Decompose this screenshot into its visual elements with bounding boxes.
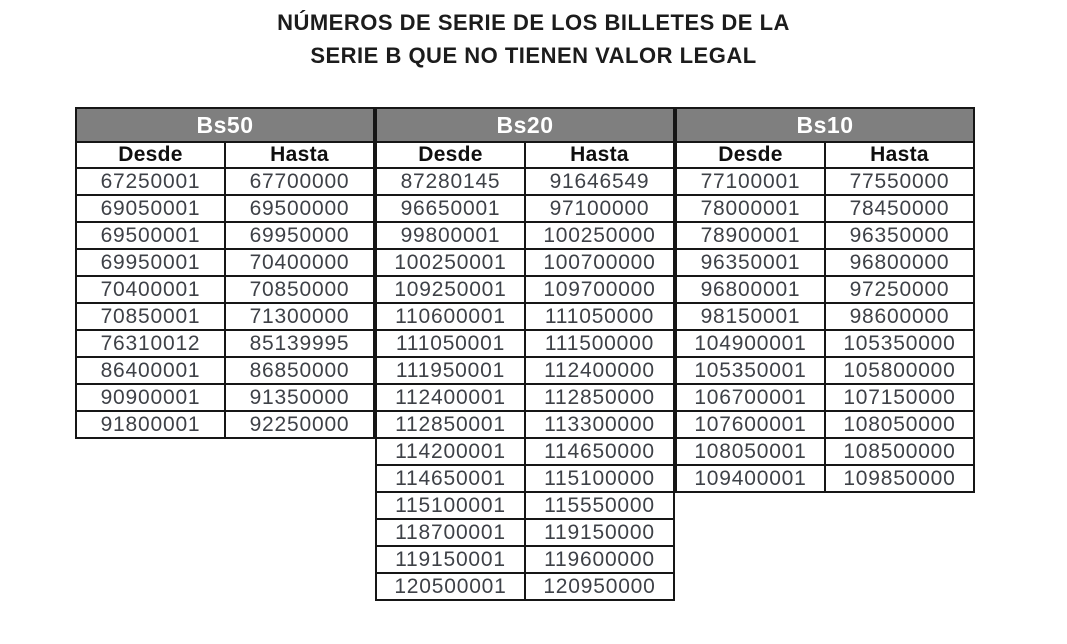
serial-from-cell: 70850001 [76, 303, 225, 330]
serial-to-cell: 71300000 [225, 303, 374, 330]
serial-from-cell: 69500001 [76, 222, 225, 249]
denomination-header: Bs20 [376, 108, 674, 142]
column-header-row [376, 142, 674, 168]
table-row [376, 411, 674, 438]
table-row [676, 249, 974, 276]
serial-to-cell: 78450000 [825, 195, 974, 222]
denomination-header-row [376, 108, 674, 142]
serial-from-cell: 111950001 [376, 357, 525, 384]
page-title-line1: NÚMEROS DE SERIE DE LOS BILLETES DE LA [277, 10, 790, 35]
serial-to-cell: 91350000 [225, 384, 374, 411]
serial-from-cell: 109250001 [376, 276, 525, 303]
table-row [376, 249, 674, 276]
serial-from-cell: 112400001 [376, 384, 525, 411]
serial-to-cell: 97250000 [825, 276, 974, 303]
page-title-line2: SERIE B QUE NO TIENEN VALOR LEGAL [310, 43, 757, 68]
table-row [376, 303, 674, 330]
table-row [76, 357, 374, 384]
serial-to-cell: 67700000 [225, 168, 374, 195]
serial-rows [676, 168, 974, 492]
serial-to-cell: 112850000 [525, 384, 674, 411]
serial-from-cell: 96800001 [676, 276, 825, 303]
table-row [376, 438, 674, 465]
serial-rows [76, 168, 374, 438]
table-row [676, 384, 974, 411]
table-row [676, 303, 974, 330]
serial-rows [376, 168, 674, 600]
serial-from-cell: 106700001 [676, 384, 825, 411]
serial-to-cell: 115550000 [525, 492, 674, 519]
serial-to-cell: 105800000 [825, 357, 974, 384]
serial-from-cell: 118700001 [376, 519, 525, 546]
table-row [676, 438, 974, 465]
serial-from-cell: 114650001 [376, 465, 525, 492]
serial-from-cell: 91800001 [76, 411, 225, 438]
table-row [76, 276, 374, 303]
serial-to-cell: 96350000 [825, 222, 974, 249]
serial-to-cell: 109700000 [525, 276, 674, 303]
denomination-header: Bs50 [76, 108, 374, 142]
serial-to-cell: 119600000 [525, 546, 674, 573]
serial-from-cell: 109400001 [676, 465, 825, 492]
table-row [76, 249, 374, 276]
table-row [376, 492, 674, 519]
table-row [676, 330, 974, 357]
serial-from-cell: 90900001 [76, 384, 225, 411]
serial-to-cell: 98600000 [825, 303, 974, 330]
serial-from-cell: 119150001 [376, 546, 525, 573]
serial-to-cell: 108050000 [825, 411, 974, 438]
serial-to-cell: 107150000 [825, 384, 974, 411]
serial-to-cell: 70400000 [225, 249, 374, 276]
table-row [76, 303, 374, 330]
serial-from-cell: 115100001 [376, 492, 525, 519]
table-row [76, 411, 374, 438]
serial-from-cell: 76310012 [76, 330, 225, 357]
column-header-row [676, 142, 974, 168]
page-title [0, 6, 1067, 72]
denomination-header-row [76, 108, 374, 142]
serial-to-cell: 119150000 [525, 519, 674, 546]
table-row [376, 573, 674, 600]
denomination-header: Bs10 [676, 108, 974, 142]
table-row [676, 411, 974, 438]
serial-from-cell: 104900001 [676, 330, 825, 357]
serial-to-cell: 91646549 [525, 168, 674, 195]
denomination-table [375, 107, 675, 601]
table-row [376, 168, 674, 195]
serial-to-cell: 96800000 [825, 249, 974, 276]
serial-to-cell: 70850000 [225, 276, 374, 303]
serial-to-cell: 86850000 [225, 357, 374, 384]
column-header-hasta: Hasta [825, 142, 974, 168]
serial-to-cell: 111500000 [525, 330, 674, 357]
serial-to-cell: 77550000 [825, 168, 974, 195]
serial-from-cell: 67250001 [76, 168, 225, 195]
serial-from-cell: 78900001 [676, 222, 825, 249]
serial-number-tables [75, 107, 1067, 601]
table-row [76, 168, 374, 195]
serial-from-cell: 107600001 [676, 411, 825, 438]
serial-to-cell: 85139995 [225, 330, 374, 357]
table-row [376, 384, 674, 411]
column-header-desde: Desde [676, 142, 825, 168]
serial-from-cell: 96650001 [376, 195, 525, 222]
serial-to-cell: 113300000 [525, 411, 674, 438]
column-header-desde: Desde [376, 142, 525, 168]
table-row [376, 195, 674, 222]
serial-from-cell: 99800001 [376, 222, 525, 249]
table-row [76, 195, 374, 222]
serial-to-cell: 120950000 [525, 573, 674, 600]
serial-to-cell: 69500000 [225, 195, 374, 222]
table-row [676, 168, 974, 195]
serial-from-cell: 120500001 [376, 573, 525, 600]
table-row [376, 519, 674, 546]
table-row [376, 276, 674, 303]
serial-from-cell: 105350001 [676, 357, 825, 384]
table-row [76, 384, 374, 411]
table-row [676, 195, 974, 222]
serial-to-cell: 92250000 [225, 411, 374, 438]
serial-to-cell: 109850000 [825, 465, 974, 492]
serial-to-cell: 112400000 [525, 357, 674, 384]
serial-from-cell: 98150001 [676, 303, 825, 330]
table-row [76, 330, 374, 357]
table-row [676, 465, 974, 492]
serial-to-cell: 108500000 [825, 438, 974, 465]
denomination-header-row [676, 108, 974, 142]
table-row [676, 276, 974, 303]
table-row [376, 465, 674, 492]
serial-from-cell: 96350001 [676, 249, 825, 276]
denomination-table [75, 107, 375, 439]
serial-from-cell: 69050001 [76, 195, 225, 222]
table-row [376, 222, 674, 249]
table-row [376, 357, 674, 384]
column-header-desde: Desde [76, 142, 225, 168]
serial-to-cell: 97100000 [525, 195, 674, 222]
serial-to-cell: 105350000 [825, 330, 974, 357]
serial-to-cell: 69950000 [225, 222, 374, 249]
denomination-table [675, 107, 975, 493]
document-page [0, 6, 1067, 644]
serial-from-cell: 100250001 [376, 249, 525, 276]
serial-from-cell: 112850001 [376, 411, 525, 438]
serial-from-cell: 110600001 [376, 303, 525, 330]
table-row [676, 357, 974, 384]
column-header-hasta: Hasta [525, 142, 674, 168]
serial-to-cell: 114650000 [525, 438, 674, 465]
table-row [376, 330, 674, 357]
serial-to-cell: 111050000 [525, 303, 674, 330]
serial-from-cell: 108050001 [676, 438, 825, 465]
serial-to-cell: 100250000 [525, 222, 674, 249]
serial-from-cell: 77100001 [676, 168, 825, 195]
serial-from-cell: 70400001 [76, 276, 225, 303]
table-row [376, 546, 674, 573]
table-row [676, 222, 974, 249]
serial-from-cell: 78000001 [676, 195, 825, 222]
serial-from-cell: 87280145 [376, 168, 525, 195]
serial-from-cell: 114200001 [376, 438, 525, 465]
serial-to-cell: 115100000 [525, 465, 674, 492]
serial-from-cell: 86400001 [76, 357, 225, 384]
column-header-hasta: Hasta [225, 142, 374, 168]
column-header-row [76, 142, 374, 168]
table-row [76, 222, 374, 249]
serial-to-cell: 100700000 [525, 249, 674, 276]
serial-from-cell: 69950001 [76, 249, 225, 276]
serial-from-cell: 111050001 [376, 330, 525, 357]
